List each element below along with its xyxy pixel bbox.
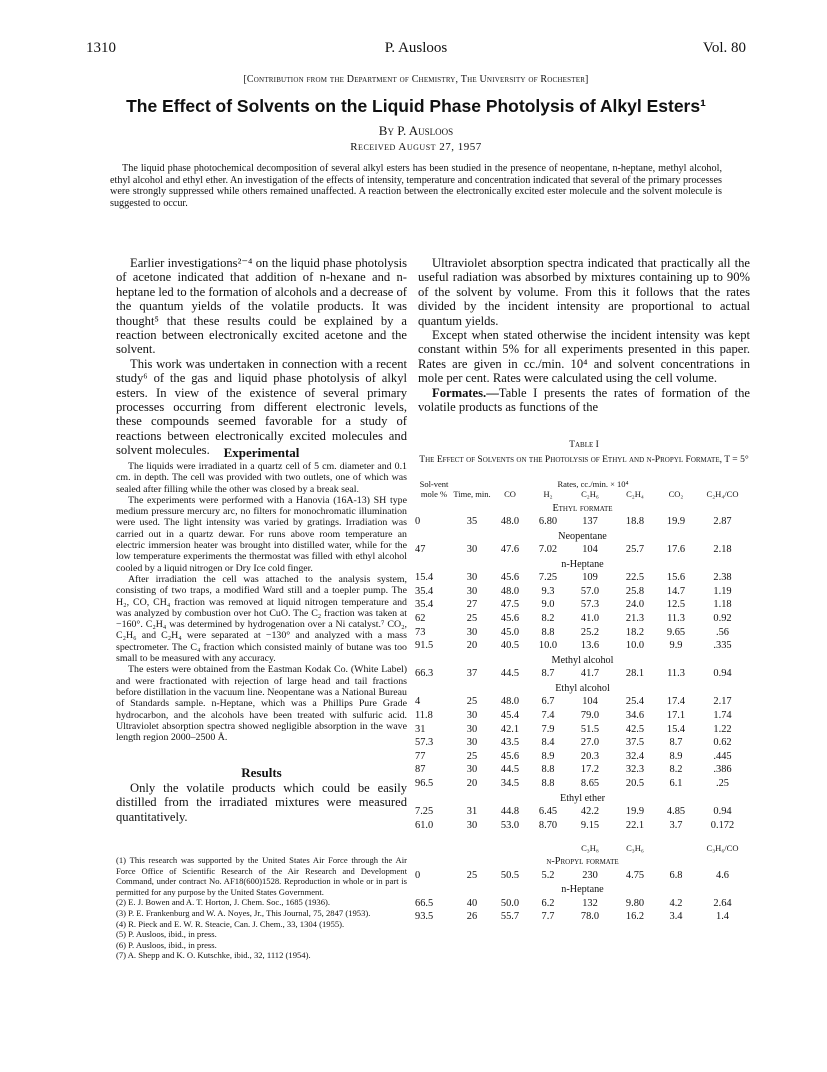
table-cell: 42.5 [625, 723, 645, 735]
intro-paragraph-1: Earlier investigations²⁻⁴ on the liquid phase photolysis of acetone indicated that addition of n-hexane and n-heptane led to the formation of alcohols and a decrease of the quantum yields of the volatile products. It was thought⁵ that these results could be explained by a reaction between electronically excited acetone and the solvent. [116, 256, 407, 357]
experimental-paragraph-3: After irradiation the cell was attached to the analysis system, consisting of two traps, a modified Ward still and a toepler pump. The H₂, CO, CH₄ fraction was removed at liquid nitrogen temperature and was analyzed by combustion over hot CuO. The C₂ fraction was taken at −160°. C₂H₄ was determined by hydrogenation over a Ni catalyst.⁷ CO₂, C₂H₆ and C₂H₄ were separated at −130° and analyzed with a mass spectrometer. The C₄ fraction which consisted mainly of butane was too small to be measured with any accuracy. [116, 573, 407, 665]
table-cell: 25 [466, 696, 478, 708]
table-row [415, 624, 750, 638]
table-cell: 30 [466, 819, 478, 831]
table-cell: 78.0 [580, 911, 600, 923]
table-cell: .335 [713, 640, 732, 652]
col-co-header: CO [504, 488, 516, 499]
table-cell: 31 [466, 806, 478, 818]
contribution-line: [Contribution from the Department of Chemistry, The University of Rochester] [243, 74, 589, 85]
rates-header: Rates, cc./min. × 10⁴ [557, 479, 629, 489]
table-cell: 93.5 [415, 911, 434, 923]
table-cell: 18.2 [625, 626, 645, 638]
table-cell: 17.6 [666, 544, 686, 556]
section-label: n-Heptane [561, 884, 604, 896]
table-cell: .25 [716, 778, 729, 789]
experimental-section [116, 445, 407, 743]
table-row [415, 583, 750, 597]
table-cell: 87 [415, 764, 426, 776]
right-column-text [418, 256, 750, 414]
table-cell: 48.0 [500, 585, 520, 597]
table-cell: 0.92 [713, 613, 732, 625]
table-cell: 37 [466, 668, 478, 680]
table-cell: 1.22 [713, 723, 732, 735]
table-cell: 96.5 [415, 778, 434, 789]
table-cell: 55.7 [500, 911, 520, 923]
table-row [415, 762, 750, 776]
table-cell: 0 [415, 869, 421, 881]
section-label: Ethyl ether [560, 792, 605, 804]
table-cell: 7.02 [538, 544, 558, 556]
table-cell: 30 [466, 544, 478, 556]
table-cell: 11.3 [667, 613, 685, 625]
table-cell: 6.45 [538, 806, 558, 818]
table-cell: 20 [466, 640, 478, 652]
table-cell: 10.0 [625, 640, 645, 652]
table-cell: 50.0 [500, 897, 520, 909]
table-cell: 61.0 [415, 819, 434, 831]
table-cell: 40.5 [500, 640, 520, 652]
table-cell: 26 [466, 911, 478, 923]
section-label: n-Propyl formate [546, 856, 619, 868]
table-cell: 9.65 [666, 626, 686, 638]
table-cell: 51.5 [580, 723, 600, 735]
table-cell: 5.2 [541, 869, 555, 881]
table-cell: 34.5 [500, 778, 520, 789]
table-cell: 45.6 [500, 572, 520, 584]
table-row [415, 597, 750, 611]
table-cell: 17.1 [666, 710, 686, 722]
col-ratio-header: C₂H₄/CO [706, 488, 739, 499]
page-number: 1310 [86, 40, 116, 56]
table-label: Table I [569, 439, 599, 450]
table-cell: 8.8 [541, 778, 555, 789]
table-row [415, 610, 750, 624]
col-co2-header: CO₂ [668, 488, 684, 499]
table-cell: 22.1 [625, 819, 645, 831]
table-cell: 8.2 [541, 613, 555, 625]
table-cell: 45.0 [500, 626, 520, 638]
data-table [415, 480, 750, 922]
table-cell: 30 [466, 764, 478, 776]
volume-label: Vol. 80 [702, 40, 746, 56]
right-paragraph-1: Ultraviolet absorption spectra indicated that practically all the useful radiation was absorbed by mixtures containing up to 90% of the solvent by volume. From this it follows that the rates divided by the incident intensity are proportional to actual quantum yields. [418, 256, 750, 328]
section-label-row [415, 499, 750, 514]
article-title: The Effect of Solvents on the Liquid Phase Photolysis of Alkyl Esters¹ [126, 96, 706, 116]
table-row [415, 867, 750, 881]
table-cell: 30 [466, 572, 478, 584]
abstract: The liquid phase photochemical decomposition of several alkyl esters has been studied in the presence of neopentane, n-heptane, methyl alcohol, ethyl alcohol and ethyl ether. An investigation of the effects of intensity, temperature and concentration indicated that several of the primary processes were strongly suppressed while others remained unaffected. A reaction between the electronically excited ester molecule and the solvent molecule is suggested to occur. [110, 163, 722, 210]
table-cell: 53.0 [500, 819, 520, 831]
table-cell: 91.5 [415, 640, 434, 652]
table-cell: 45.6 [500, 750, 520, 762]
table-cell: 0.94 [713, 668, 732, 680]
table-row [415, 909, 750, 923]
section-label-row [415, 555, 750, 570]
table-cell: 18.8 [625, 516, 645, 528]
table-cell: 20.5 [625, 778, 645, 789]
table-cell: 57.3 [415, 737, 434, 749]
table-cell: 7.4 [541, 710, 555, 722]
col2-ratio-header: C₃H₆/CO [706, 842, 739, 853]
section-label: Ethyl formate [552, 502, 613, 514]
table-cell: 47 [415, 544, 426, 556]
table-cell: 20.3 [580, 750, 600, 762]
table-cell: 41.7 [580, 668, 600, 680]
table-row [415, 804, 750, 818]
table-cell: 43.5 [500, 737, 520, 749]
table-cell: 30 [466, 585, 478, 597]
table-cell: 47.5 [500, 599, 520, 611]
table-cell: 0.94 [713, 806, 732, 818]
table-cell: 32.4 [625, 750, 645, 762]
section-label-row [415, 651, 750, 666]
table-row [415, 735, 750, 749]
table-cell: 2.38 [713, 572, 732, 584]
table-cell: 30 [466, 710, 478, 722]
section-label-row [415, 881, 750, 896]
footnote: (4) R. Pieck and E. W. R. Steacie, Can. J. Chem., 33, 1304 (1955). [116, 918, 345, 929]
table-cell: 0.172 [710, 819, 735, 831]
table-cell: 7.25 [538, 572, 558, 584]
footnote: (7) A. Shepp and K. O. Kutschke, ibid., 32, 1112 (1954). [116, 950, 311, 961]
intro-section [116, 256, 407, 458]
byline: By P. Ausloos [378, 123, 454, 138]
footnote: (2) E. J. Bowen and A. T. Horton, J. Chem. Soc., 1685 (1936). [116, 897, 331, 908]
table-row [415, 638, 750, 652]
table-cell: 40 [466, 897, 478, 909]
formates-text: Table I presents the rates of formation of the volatile products as functions of the [418, 385, 750, 415]
table-cell: 30 [466, 626, 478, 638]
table-cell: 13.6 [580, 640, 600, 652]
table-cell: 8.7 [669, 737, 683, 749]
table-cell: 25 [466, 613, 478, 625]
results-heading: Results [241, 765, 282, 780]
table-cell: 2.18 [713, 544, 732, 556]
footnote: (5) P. Ausloos, ibid., in press. [116, 929, 217, 940]
table-cell: 66.5 [415, 897, 434, 909]
table-cell: 3.7 [669, 819, 683, 831]
table-cell: 44.5 [500, 764, 520, 776]
table-cell: 4.75 [625, 869, 645, 881]
table-cell: 66.3 [415, 668, 434, 680]
col-h2-header: H₂ [543, 488, 553, 499]
table-cell: 15.4 [666, 723, 686, 735]
results-section [116, 765, 407, 824]
formates-paragraph [418, 386, 750, 415]
section-label-row [415, 853, 750, 868]
table-cell: 73 [415, 626, 426, 638]
table-cell: 11.3 [667, 668, 685, 680]
table-cell: 109 [582, 572, 598, 584]
running-header [86, 40, 746, 60]
table-cell: 35.4 [415, 599, 434, 611]
formates-run-in-head: Formates.— [432, 385, 499, 400]
table-cell: 25.8 [625, 585, 645, 597]
table-cell: 9.9 [669, 640, 683, 652]
section-label: Neopentane [558, 530, 607, 542]
table-cell: 12.5 [666, 599, 686, 611]
results-paragraph-1: Only the volatile products which could be easily distilled from the irradiated mixtures were measured quantitatively. [116, 781, 407, 824]
footnote: (3) P. E. Frankenburg and W. A. Noyes, Jr., This Journal, 75, 2847 (1953). [116, 907, 371, 918]
table-cell: 4 [415, 696, 421, 708]
table-row [415, 694, 750, 708]
table-row [415, 666, 750, 680]
table-cell: 8.9 [541, 750, 555, 762]
table-cell: 45.4 [500, 710, 520, 722]
table-cell: 1.18 [713, 599, 732, 611]
table-cell: 15.4 [415, 572, 434, 584]
table-cell: 57.0 [580, 585, 600, 597]
table-cell: 104 [582, 696, 598, 708]
table-cell: 9.0 [541, 599, 555, 611]
table-cell: 8.9 [669, 750, 683, 762]
table-cell: 25 [466, 750, 478, 762]
table-cell: 62 [415, 613, 426, 625]
table-cell: 104 [582, 544, 598, 556]
table-cell: 230 [582, 869, 598, 881]
table-cell: 3.4 [669, 911, 683, 923]
table-cell: 22.5 [625, 572, 645, 584]
table-cell: 1.74 [713, 710, 732, 722]
experimental-paragraph-2: The experiments were performed with a Hanovia (16A-13) SH type medium pressure mercury arc, no filters for monochromatic illumination were used. The light intensity was varied by gratings. Irradiation was carried out in a quartz dewar. For runs above room temperature an electric immersion heater was brought into distilled water, while for the low temperature experiments the thermostat was filled with ethyl alcohol cooled by a liquid nitrogen or Dry Ice cold finger. [116, 494, 407, 574]
col-c2h4-header: C₂H₄ [626, 488, 644, 499]
table-cell: 6.7 [541, 696, 555, 708]
table-cell: 8.2 [669, 764, 683, 776]
intro-paragraph-2: This work was undertaken in connection with a recent study⁶ of the gas and liquid phase photolysis of alkyl esters. In view of the existence of several primary processes occurring from different electronic levels, these compounds seemed favorable for a study of reactions between electronically excited molecules and solvent molecules. [116, 356, 407, 458]
table-row [415, 721, 750, 735]
table-cell: 25 [466, 869, 478, 881]
table-cell: 7.9 [541, 723, 555, 735]
section-label: Ethyl alcohol [555, 682, 610, 694]
table-row [415, 775, 750, 789]
table-cell: .56 [716, 626, 729, 638]
table-cell: 57.3 [580, 599, 600, 611]
table-cell: 20 [466, 778, 478, 789]
table-cell: 8.8 [541, 764, 555, 776]
table-cell: 42.2 [580, 806, 600, 818]
table-cell: 9.15 [580, 819, 600, 831]
table-cell: 28.1 [625, 668, 645, 680]
table-row [415, 748, 750, 762]
table-row [415, 542, 750, 556]
table-cell: 35.4 [415, 585, 434, 597]
experimental-paragraph-1: The liquids were irradiated in a quartz cell of 5 cm. diameter and 0.1 cm. in depth. The cell was provided with two outlets, one of which was sealed after filling while the other was closed by a break seal. [116, 461, 407, 495]
table-cell: 35 [466, 516, 478, 528]
table-cell: 2.87 [713, 516, 732, 528]
table-cell: 19.9 [625, 806, 645, 818]
table-row [415, 707, 750, 721]
table-cell: 25.2 [580, 626, 600, 638]
table-cell: 6.2 [541, 897, 555, 909]
table-cell: 7.25 [415, 806, 434, 818]
right-paragraph-2: Except when stated otherwise the incident intensity was kept constant within 5% for all experiments presented in this paper. Rates are given in cc./min. 10⁴ and solvent concentrations in mole per cent. Rates were calculated using the cell volume. [418, 328, 750, 386]
table-cell: 30 [466, 723, 478, 735]
table-row [415, 895, 750, 909]
table-cell: 27 [466, 599, 478, 611]
table-cell: 77 [415, 750, 426, 762]
table-cell: 7.7 [541, 911, 555, 923]
table-cell: 1.4 [716, 911, 729, 923]
table-cell: 44.5 [500, 668, 520, 680]
table-cell: 2.64 [713, 897, 732, 909]
running-author: P. Ausloos [384, 40, 448, 56]
footnotes [116, 855, 407, 961]
table-cell: 41.0 [580, 613, 600, 625]
table-cell: 0.62 [713, 737, 732, 749]
table-cell: 4.6 [716, 869, 729, 881]
table-cell: 137 [582, 516, 598, 528]
table-cell: 4.85 [666, 806, 686, 818]
section-label-row [415, 679, 750, 694]
table-cell: 50.5 [500, 869, 520, 881]
table-cell: 34.6 [625, 710, 645, 722]
col-time-header: Time, min. [453, 488, 491, 499]
table-cell: 32.3 [625, 764, 645, 776]
section-label: Methyl alcohol [551, 654, 614, 666]
footnote: (6) P. Ausloos, ibid., in press. [116, 939, 217, 950]
table-cell: 15.6 [666, 572, 686, 584]
table-cell: .445 [713, 750, 732, 762]
experimental-paragraph-4: The esters were obtained from the Eastman Kodak Co. (White Label) and were fractionated with rejection of large head and tail fractions before distillation in the vacuum line. Neopentane was a National Bureau of Standards sample. n-Heptane, which was a Phillips Pure Grade hydrocarbon, and the alcohols have been treated with sulfuric acid. Ultraviolet absorption spectra showed negligible absorption in the wave length region 2000–2500 Å. [116, 664, 407, 744]
table-cell: 4.2 [669, 897, 683, 909]
table-cell: 79.0 [580, 710, 600, 722]
table-cell: 11.8 [415, 710, 433, 722]
section-label-row [415, 789, 750, 804]
table-cell: 14.7 [666, 585, 686, 597]
table-cell: 37.5 [625, 737, 645, 749]
table-cell: 24.0 [625, 599, 645, 611]
table-row [415, 514, 750, 528]
table-cell: 44.8 [500, 806, 520, 818]
table-cell: 45.6 [500, 613, 520, 625]
experimental-heading: Experimental [223, 445, 300, 460]
table-cell: 25.4 [625, 696, 645, 708]
table-cell: 17.2 [580, 764, 600, 776]
table-cell: 8.70 [538, 819, 558, 831]
table-cell: 47.6 [500, 544, 520, 556]
table-cell: 8.8 [541, 626, 555, 638]
table-cell: 8.65 [580, 778, 600, 789]
table-cell: 6.80 [538, 516, 558, 528]
table-cell: .386 [713, 764, 732, 776]
table-cell: 30 [466, 737, 478, 749]
table-row [415, 570, 750, 584]
table-cell: 6.8 [669, 869, 683, 881]
footnote: (1) This research was supported by the United States Air Force through the Air Force Office of Scientific Research of the Air Research and Development Command, under contract No. AF18(600)1528. Reproduction in whole or in part is permitted for any purpose by the United States Government. [116, 855, 407, 897]
table-row [415, 817, 750, 831]
table-cell: 9.3 [541, 585, 555, 597]
col2-c3h8-header: C₃H₈ [581, 842, 599, 853]
table-cell: 48.0 [500, 516, 520, 528]
table-caption: The Effect of Solvents on the Photolysis of Ethyl and n-Propyl Formate, T = 5° [419, 454, 749, 465]
table-cell: 21.3 [625, 613, 645, 625]
received-date: Received August 27, 1957 [350, 141, 482, 153]
table-cell: 16.2 [625, 911, 645, 923]
table-cell: 42.1 [500, 723, 520, 735]
section-label-row [415, 527, 750, 542]
table-cell: 8.4 [541, 737, 555, 749]
table-cell: 6.1 [669, 778, 683, 789]
section-label: n-Heptane [561, 558, 604, 570]
col-solvent-header: Sol-vent mole % [419, 479, 449, 499]
table-cell: 10.0 [538, 640, 558, 652]
table-cell: 31 [415, 723, 426, 735]
table-cell: 9.80 [625, 897, 645, 909]
table-cell: 48.0 [500, 696, 520, 708]
table-cell: 19.9 [666, 516, 686, 528]
table-cell: 25.7 [625, 544, 645, 556]
table-cell: 132 [582, 897, 598, 909]
table-cell: 1.19 [713, 585, 732, 597]
table-cell: 17.4 [666, 696, 686, 708]
table-cell: 2.17 [713, 696, 732, 708]
table-cell: 27.0 [580, 737, 600, 749]
col-c2h6-header: C₂H₆ [581, 488, 599, 499]
table-cell: 0 [415, 516, 421, 528]
table-cell: 8.7 [541, 668, 555, 680]
col2-c3h6-header: C₃H₆ [626, 842, 644, 853]
